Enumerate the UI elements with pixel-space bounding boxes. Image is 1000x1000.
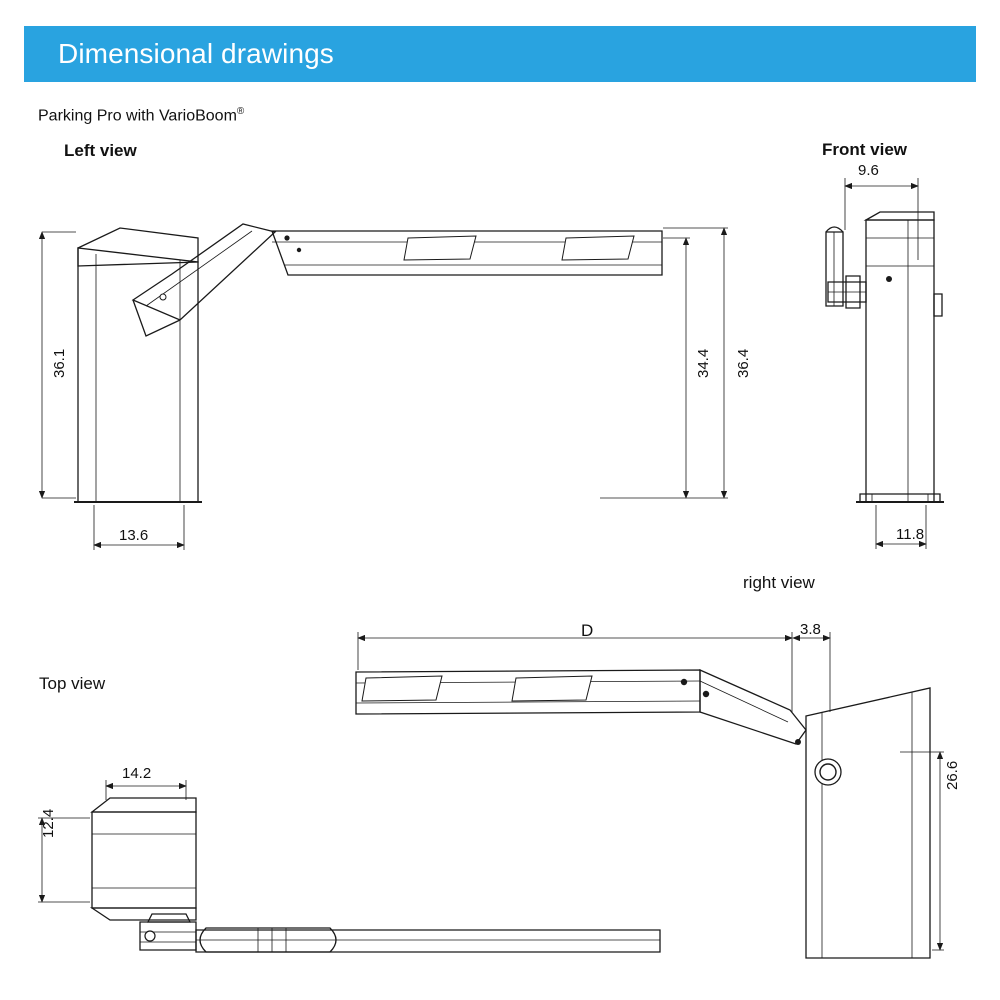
label-front-view: Front view [822, 140, 908, 159]
front-view-drawing [826, 212, 944, 502]
dim-top-boom-length: D [581, 621, 594, 640]
dim-left-height-post: 36.1 [51, 348, 68, 378]
label-top-view: Top view [39, 674, 106, 693]
top-view-dimensions [38, 632, 944, 950]
dim-top-cabinet-depth: 26.6 [944, 760, 961, 790]
label-left-view: Left view [64, 141, 137, 160]
dim-top-offset: 3.8 [800, 621, 821, 638]
dim-front-base-width: 11.8 [896, 526, 925, 543]
dim-left-base-width: 13.6 [119, 527, 149, 544]
label-right-view: right view [743, 573, 815, 592]
top-view-drawing [92, 670, 930, 958]
dim-front-width-top: 9.6 [858, 162, 879, 179]
product-name: Parking Pro with VarioBoom [38, 107, 237, 125]
left-view-drawing [74, 224, 662, 502]
dim-top-housing-width: 14.2 [122, 765, 152, 782]
page-title: Dimensional drawings [58, 38, 334, 69]
dim-top-housing-depth: 12.4 [40, 808, 57, 838]
registered-mark: ® [236, 106, 245, 117]
dim-left-height-inner: 34.4 [695, 348, 712, 378]
dim-left-height-outer: 36.4 [735, 348, 752, 378]
